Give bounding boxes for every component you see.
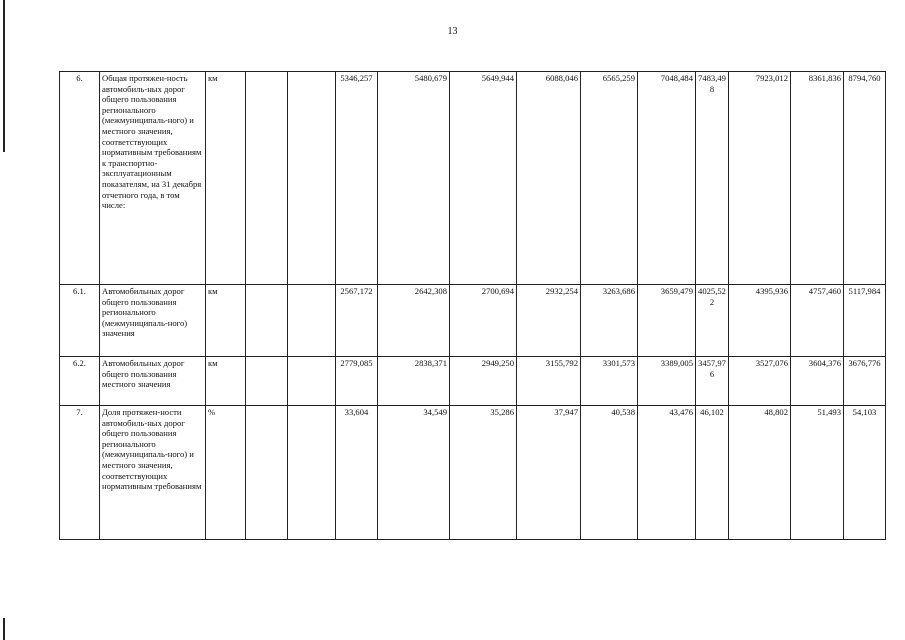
value-cell: 2700,694	[450, 285, 517, 357]
table-row	[60, 285, 886, 357]
value-cell: 3457,976	[696, 357, 729, 406]
value-cell: 35,286	[450, 406, 517, 540]
row-number: 6.	[60, 72, 100, 285]
indicators-table	[59, 71, 886, 540]
scan-edge-mark-bottom	[3, 618, 5, 640]
value-cell: 2779,085	[336, 357, 378, 406]
value-cell: 40,538	[581, 406, 638, 540]
value-cell: 34,549	[378, 406, 450, 540]
indicator-name: Автомобильных дорог общего пользования местного значения	[100, 357, 206, 406]
value-cell: 37,947	[517, 406, 581, 540]
value-cell: 54,103	[844, 406, 886, 540]
value-cell: 33,604	[336, 406, 378, 540]
table-row	[60, 357, 886, 406]
value-cell: 3676,776	[844, 357, 886, 406]
value-cell: 3263,686	[581, 285, 638, 357]
indicator-name: Доля протяжен-ности автомобиль-ных дорог общего пользования регионального (межмуниципаль-ного) и местного значения, соответствующих нормативным требованиям	[100, 406, 206, 540]
table-row	[60, 406, 886, 540]
empty-cell	[288, 357, 336, 406]
value-cell: 46,102	[696, 406, 729, 540]
unit-cell: км	[206, 285, 246, 357]
value-cell: 2642,308	[378, 285, 450, 357]
value-cell: 4025,522	[696, 285, 729, 357]
empty-cell	[246, 357, 288, 406]
value-cell: 8361,836	[791, 72, 844, 285]
value-cell: 3155,792	[517, 357, 581, 406]
value-cell: 4395,936	[729, 285, 791, 357]
value-cell: 5346,257	[336, 72, 378, 285]
value-cell: 7923,012	[729, 72, 791, 285]
value-cell: 3527,076	[729, 357, 791, 406]
value-cell: 3389,005	[638, 357, 696, 406]
indicator-name: Общая протяжен-ность автомобиль-ных дорог общего пользования регионального (межмуниципаль-ного) и местного значения, соответствующих нормативным требованиям к транспортно-эксплуатационным показателям, на 31 декабря отчетного года, в том числе:	[100, 72, 206, 285]
empty-cell	[246, 285, 288, 357]
value-cell: 51,493	[791, 406, 844, 540]
value-cell: 5117,984	[844, 285, 886, 357]
unit-cell: км	[206, 357, 246, 406]
row-number: 6.1.	[60, 285, 100, 357]
unit-cell: %	[206, 406, 246, 540]
value-cell: 8794,760	[844, 72, 886, 285]
value-cell: 43,476	[638, 406, 696, 540]
unit-cell: км	[206, 72, 246, 285]
empty-cell	[288, 72, 336, 285]
value-cell: 48,802	[729, 406, 791, 540]
empty-cell	[288, 285, 336, 357]
value-cell: 6565,259	[581, 72, 638, 285]
row-number: 7.	[60, 406, 100, 540]
value-cell: 7483,498	[696, 72, 729, 285]
value-cell: 3604,376	[791, 357, 844, 406]
value-cell: 3301,573	[581, 357, 638, 406]
value-cell: 2838,371	[378, 357, 450, 406]
row-number: 6.2.	[60, 357, 100, 406]
indicator-name: Автомобильных дорог общего пользования регионального (межмуниципаль-ного) значения	[100, 285, 206, 357]
empty-cell	[246, 72, 288, 285]
empty-cell	[246, 406, 288, 540]
value-cell: 5480,679	[378, 72, 450, 285]
value-cell: 4757,460	[791, 285, 844, 357]
table-row	[60, 72, 886, 285]
value-cell: 7048,484	[638, 72, 696, 285]
page-number: 13	[447, 26, 458, 37]
value-cell: 3659,479	[638, 285, 696, 357]
scan-edge-mark	[3, 0, 5, 152]
value-cell: 2932,254	[517, 285, 581, 357]
value-cell: 2567,172	[336, 285, 378, 357]
value-cell: 2949,250	[450, 357, 517, 406]
empty-cell	[288, 406, 336, 540]
value-cell: 6088,046	[517, 72, 581, 285]
value-cell: 5649,944	[450, 72, 517, 285]
